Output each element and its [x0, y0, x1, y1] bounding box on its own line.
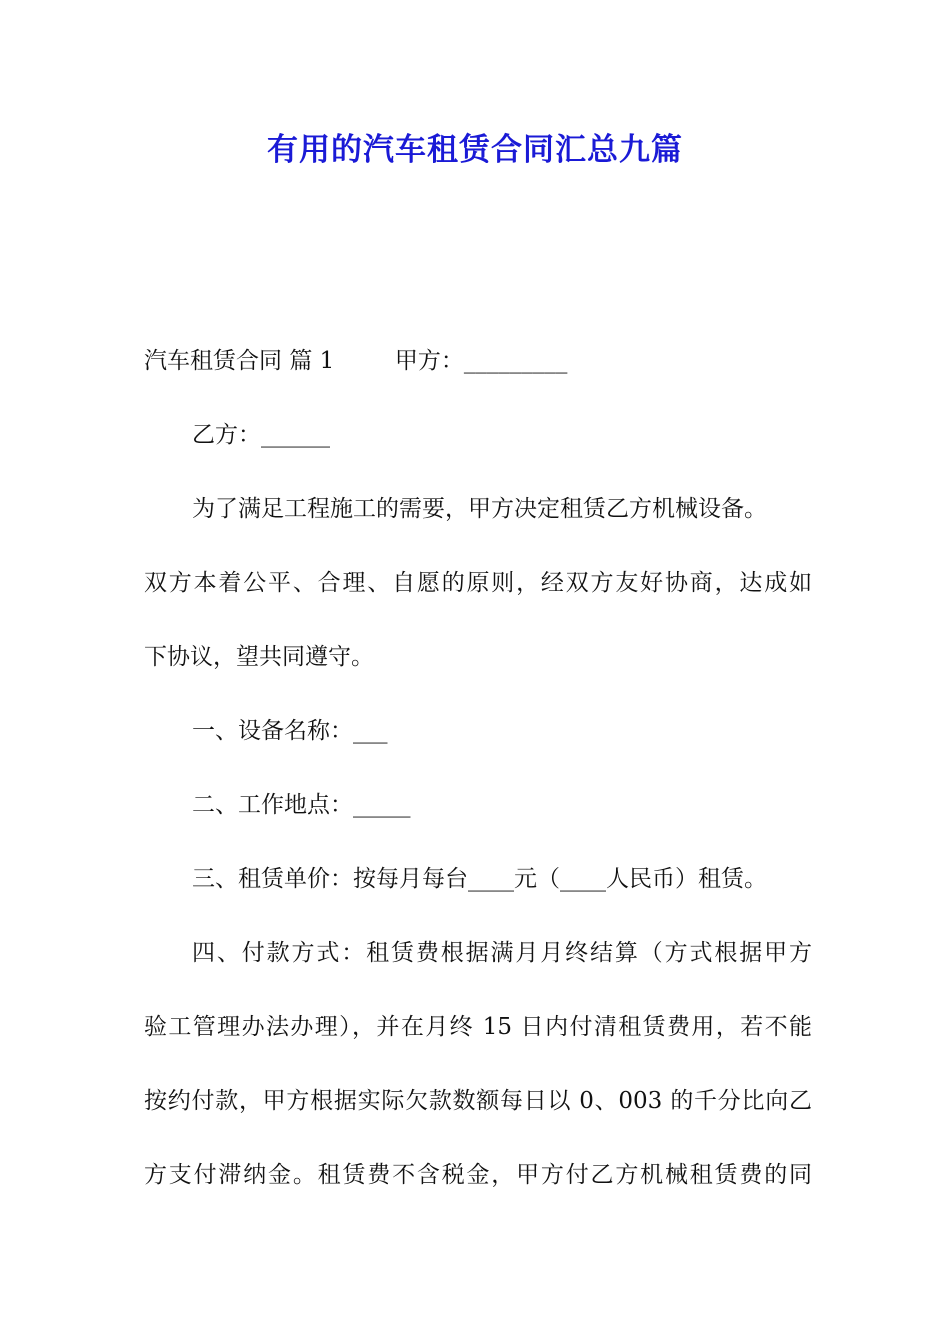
paragraph-line: 方支付滞纳金。租赁费不含税金，甲方付乙方机械租赁费的同 — [144, 1162, 812, 1188]
clause-equipment-name: 一、设备名称：___ — [192, 718, 388, 744]
contract-part-number: 篇 1 — [289, 348, 335, 374]
clause-payment-method: 四、付款方式：租赁费根据满月月终结算（方式根据甲方 — [192, 940, 812, 966]
contract-heading-line — [144, 338, 812, 384]
document-title: 有用的汽车租赁合同汇总九篇 — [267, 132, 683, 168]
clause-work-location: 二、工作地点：_____ — [192, 792, 411, 818]
party-b-field: 乙方：______ — [192, 422, 330, 448]
paragraph-line: 下协议，望共同遵守。 — [144, 644, 374, 670]
paragraph-line: 为了满足工程施工的需要，甲方决定租赁乙方机械设备。 — [192, 496, 767, 522]
contract-heading: 汽车租赁合同 — [144, 348, 282, 374]
paragraph-line: 双方本着公平、合理、自愿的原则，经双方友好协商，达成如 — [144, 570, 812, 596]
paragraph-line: 按约付款，甲方根据实际欠款数额每日以 0、003 的千分比向乙 — [144, 1088, 812, 1114]
document-body — [144, 338, 812, 1226]
party-a-field: 甲方：_________ — [394, 348, 568, 374]
clause-unit-price: 三、租赁单价：按每月每台____元（____人民币）租赁。 — [192, 866, 767, 892]
paragraph-line: 验工管理办法办理），并在月终 15 日内付清租赁费用，若不能 — [144, 1014, 812, 1040]
